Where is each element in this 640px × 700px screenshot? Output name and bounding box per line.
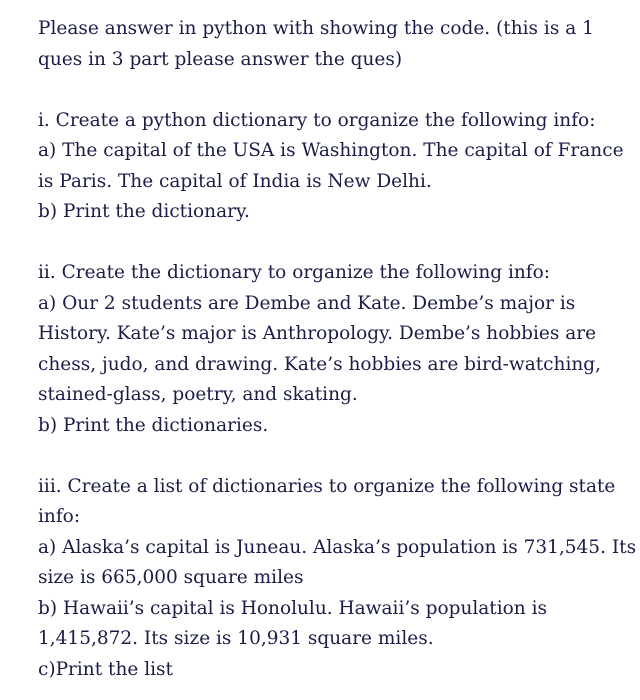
- part-2-paragraph: [38, 258, 618, 441]
- part-2-heading: ii. Create the dictionary to organize the following info:: [38, 262, 551, 283]
- part-1-heading: i. Create a python dictionary to organize the following info:: [38, 109, 596, 131]
- text-line: Please answer in python with showing the code. (this is a 1: [38, 18, 594, 39]
- text-line: ques in 3 part please answer the ques): [38, 48, 403, 70]
- paragraph-spacer: [38, 441, 618, 472]
- text-line: a) Our 2 students are Dembe and Kate. Dembe’s major is: [38, 292, 576, 314]
- paragraph-spacer: [38, 228, 618, 259]
- part-3-paragraph: [38, 472, 637, 686]
- text-line: History. Kate’s major is Anthropology. Dembe’s hobbies are: [38, 323, 597, 344]
- text-line: 1,415,872. Its size is 10,931 square miles.: [38, 628, 434, 649]
- text-line: chess, judo, and drawing. Kate’s hobbies are bird-watching,: [38, 353, 602, 375]
- text-line: b) Hawaii’s capital is Honolulu. Hawaii’s population is: [38, 597, 548, 619]
- text-line: b) Print the dictionary.: [38, 201, 250, 222]
- text-line: size is 665,000 square miles: [38, 567, 304, 588]
- question-document: [38, 14, 637, 685]
- part-3-heading: iii. Create a list of dictionaries to organize the following state: [38, 475, 616, 497]
- part-1-paragraph: [38, 106, 624, 228]
- intro-paragraph: [38, 14, 618, 75]
- text-line: b) Print the dictionaries.: [38, 414, 269, 436]
- text-line: info:: [38, 506, 81, 527]
- text-line: c)Print the list: [38, 658, 173, 680]
- paragraph-spacer: [38, 75, 618, 106]
- text-line: stained-glass, poetry, and skating.: [38, 384, 358, 405]
- text-line: is Paris. The capital of India is New Delhi.: [38, 170, 432, 192]
- text-line: a) Alaska’s capital is Juneau. Alaska’s population is 731,545. Its: [38, 536, 637, 558]
- text-line: a) The capital of the USA is Washington. The capital of France: [38, 140, 624, 161]
